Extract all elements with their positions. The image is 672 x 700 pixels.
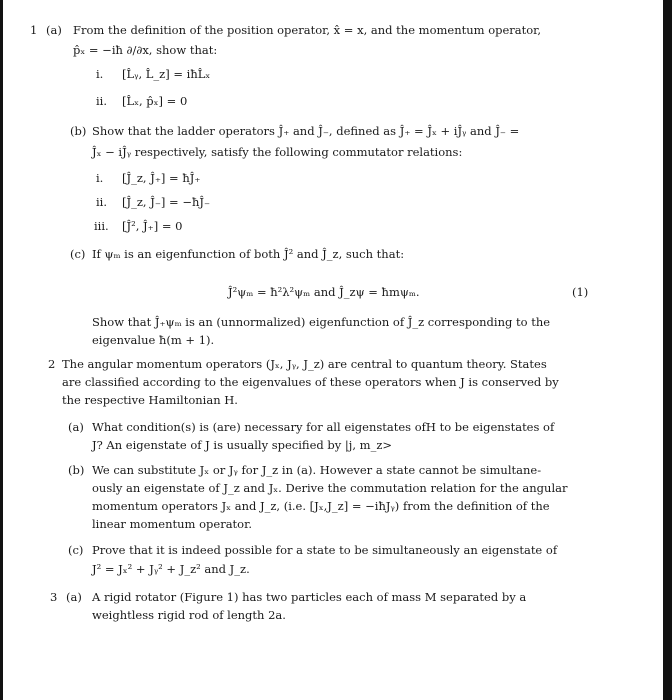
q1c-text-line1: If ψₘ is an eigenfunction of both Ĵ² and Ĵ_z, such that:	[92, 247, 405, 261]
q2-intro-line1: The angular momentum operators (Jₓ, Jᵧ, J_z) are central to quantum theory. States	[62, 357, 547, 371]
q1c-equation: Ĵ²ψₘ = ħ²λ²ψₘ and Ĵ_zψ = ħmψₘ.	[228, 285, 420, 299]
q1a-item-equation: [L̂ₓ, p̂ₓ] = 0	[122, 94, 188, 108]
q1b-item-label: ii.	[96, 195, 108, 209]
q2a-text-line2: J? An eigenstate of J is usually specified by |j, m_z>	[92, 438, 393, 452]
q1b-item-equation: [Ĵ_z, Ĵ₋] = −ħĴ₋	[122, 195, 211, 209]
q1a-item-label: i.	[96, 67, 104, 81]
q1c-text-line3: eigenvalue ħ(m + 1).	[92, 333, 215, 347]
right-border	[663, 0, 672, 700]
q1b-text-line2: Ĵₓ − iĴᵧ respectively, satisfy the following commutator relations:	[92, 145, 463, 159]
q1c-text-line2: Show that Ĵ₊ψₘ is an (unnormalized) eigenfunction of Ĵ_z corresponding to the	[92, 315, 551, 329]
q2c-label: (c)	[68, 543, 84, 557]
q2c-text-line2: J² = Jₓ² + Jᵧ² + J_z² and J_z.	[92, 562, 250, 576]
q2b-text-line2: ously an eigenstate of J_z and Jₓ. Derive the commutation relation for the angular	[92, 481, 568, 495]
q2b-text-line3: momentum operators Jₓ and J_z, (i.e. [Jₓ,J_z] = −iħJᵧ) from the definition of the	[92, 499, 550, 513]
question-number-1: 1	[30, 23, 38, 37]
q2b-text-line1: We can substitute Jₓ or Jᵧ for J_z in (a). However a state cannot be simultane-	[92, 463, 542, 477]
q2c-text-line1: Prove that it is indeed possible for a state to be simultaneously an eigenstate of	[92, 543, 558, 557]
q3a-text-line1: A rigid rotator (Figure 1) has two particles each of mass M separated by a	[92, 590, 527, 604]
q1b-item-equation: [Ĵ², Ĵ₊] = 0	[122, 219, 183, 233]
q2-intro-line2: are classified according to the eigenvalues of these operators when J is conserved by	[62, 375, 559, 389]
q1b-label: (b)	[70, 124, 87, 138]
question-number-2: 2	[48, 357, 56, 371]
q2-intro-line3: the respective Hamiltonian H.	[62, 393, 238, 407]
q2a-text-line1: What condition(s) is (are) necessary for all eigenstates ofH to be eigenstates of	[92, 420, 555, 434]
q1a-item-label: ii.	[96, 94, 108, 108]
left-border	[0, 0, 3, 700]
q1b-text-line1: Show that the ladder operators Ĵ₊ and Ĵ₋, defined as Ĵ₊ = Ĵₓ + iĴᵧ and Ĵ₋ =	[92, 124, 520, 138]
q3a-text-line2: weightless rigid rod of length 2a.	[92, 608, 286, 622]
q1b-item-label: i.	[96, 171, 104, 185]
q1a-label: (a)	[46, 23, 62, 37]
q2b-text-line4: linear momentum operator.	[92, 517, 252, 531]
q2a-label: (a)	[68, 420, 84, 434]
q1b-item-equation: [Ĵ_z, Ĵ₊] = ħĴ₊	[122, 171, 201, 185]
q1c-label: (c)	[70, 247, 86, 261]
equation-number: (1)	[572, 285, 589, 299]
q2b-label: (b)	[68, 463, 85, 477]
question-number-3: 3	[50, 590, 58, 604]
q3a-label: (a)	[66, 590, 82, 604]
q1b-item-label: iii.	[94, 219, 109, 233]
q1a-text-line2: p̂ₓ = −iħ ∂/∂x, show that:	[73, 43, 218, 57]
q1a-text-line1: From the definition of the position operator, x̂ = x, and the momentum operator,	[73, 23, 542, 37]
q1a-item-equation: [L̂ᵧ, L̂_z] = iħL̂ₓ	[122, 67, 211, 81]
